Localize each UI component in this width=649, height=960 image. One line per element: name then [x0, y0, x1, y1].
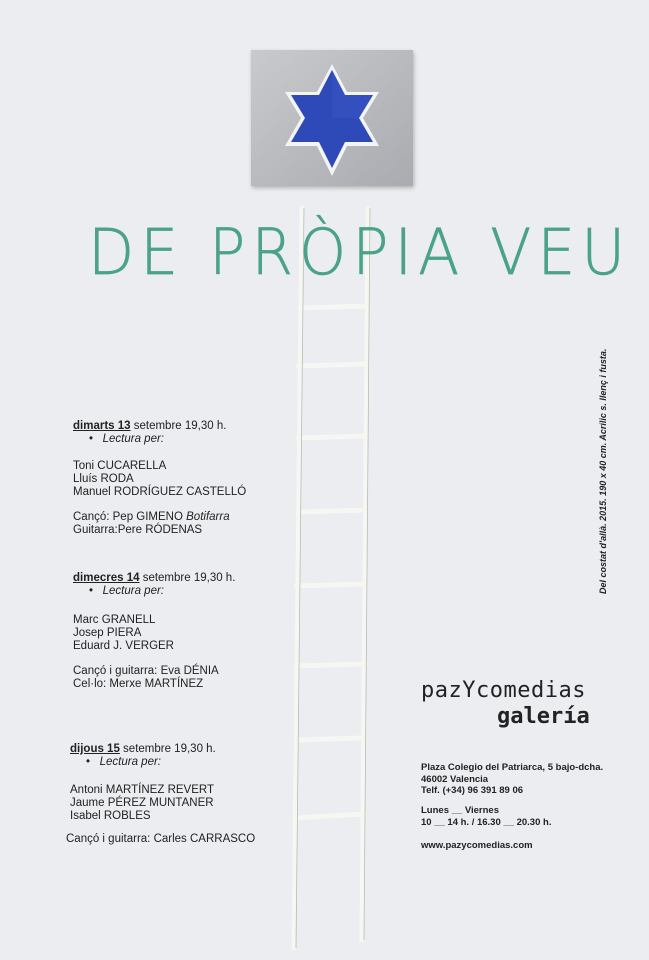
- event-day: dijous 15: [70, 743, 120, 755]
- reading-label: Lectura per:: [99, 756, 161, 768]
- gallery-address: [421, 762, 603, 797]
- reader: Eduard J. VERGER: [73, 640, 174, 652]
- hours-times: 10 __ 14 h. / 16.30 __ 20.30 h.: [421, 816, 552, 828]
- star-artwork: [251, 50, 413, 186]
- gallery-subtitle: galería: [497, 704, 590, 729]
- hours-days: Lunes __ Viernes: [421, 805, 499, 816]
- music-credit-extra: Botifarra: [186, 511, 230, 523]
- bullet-icon: •: [89, 585, 94, 597]
- event-time: setembre 19,30 h.: [139, 572, 236, 584]
- event-day: dimarts 13: [73, 420, 131, 432]
- event-3: [66, 743, 256, 846]
- reader: Toni CUCARELLA: [73, 460, 167, 472]
- address-line: Plaza Colegio del Patriarca, 5 bajo-dcha.: [421, 762, 604, 773]
- gallery-website[interactable]: www.pazycomedias.com: [421, 840, 533, 851]
- reader: Marc GRANELL: [73, 614, 156, 626]
- music-credit: Guitarra:Pere RÓDENAS: [73, 524, 203, 536]
- reader: Josep PIERA: [73, 627, 142, 639]
- reading-label: Lectura per:: [102, 433, 164, 445]
- reader: Manuel RODRÍGUEZ CASTELLÓ: [73, 486, 247, 498]
- phone-line: Telf. (+34) 96 391 89 06: [421, 785, 524, 796]
- reading-label: Lectura per:: [102, 585, 164, 597]
- event-time: setembre 19,30 h.: [119, 743, 216, 755]
- reader: Antoni MARTÍNEZ REVERT: [70, 784, 215, 796]
- gallery-hours: [421, 805, 551, 828]
- bullet-icon: •: [86, 756, 91, 768]
- event-title: DE PRÒPIA VEU: [88, 216, 632, 290]
- event-1: [73, 420, 246, 537]
- city-line: 46002 Valencia: [421, 773, 489, 785]
- ladder-illustration: [280, 200, 390, 960]
- music-credit: Cançó i guitarra: Eva DÉNIA: [73, 665, 219, 677]
- gallery-name: pazYcomedias: [421, 678, 586, 703]
- event-time: setembre 19,30 h.: [130, 420, 227, 432]
- artwork-caption: Del costat d'allà. 2015. 190 x 40 cm. Acrílic s. llenç i fusta.: [598, 348, 608, 594]
- music-credit: Cel·lo: Merxe MARTÍNEZ: [73, 678, 204, 690]
- music-credit: Cançó i guitarra: Carles CARRASCO: [66, 833, 256, 845]
- event-2: [73, 572, 235, 691]
- bullet-icon: •: [89, 433, 94, 445]
- event-day: dimecres 14: [73, 572, 140, 584]
- reader: Isabel ROBLES: [70, 810, 151, 822]
- reader: Jaume PÉREZ MUNTANER: [70, 797, 214, 809]
- music-credit: Cançó: Pep GIMENO: [73, 511, 187, 523]
- reader: Lluís RODA: [73, 473, 134, 485]
